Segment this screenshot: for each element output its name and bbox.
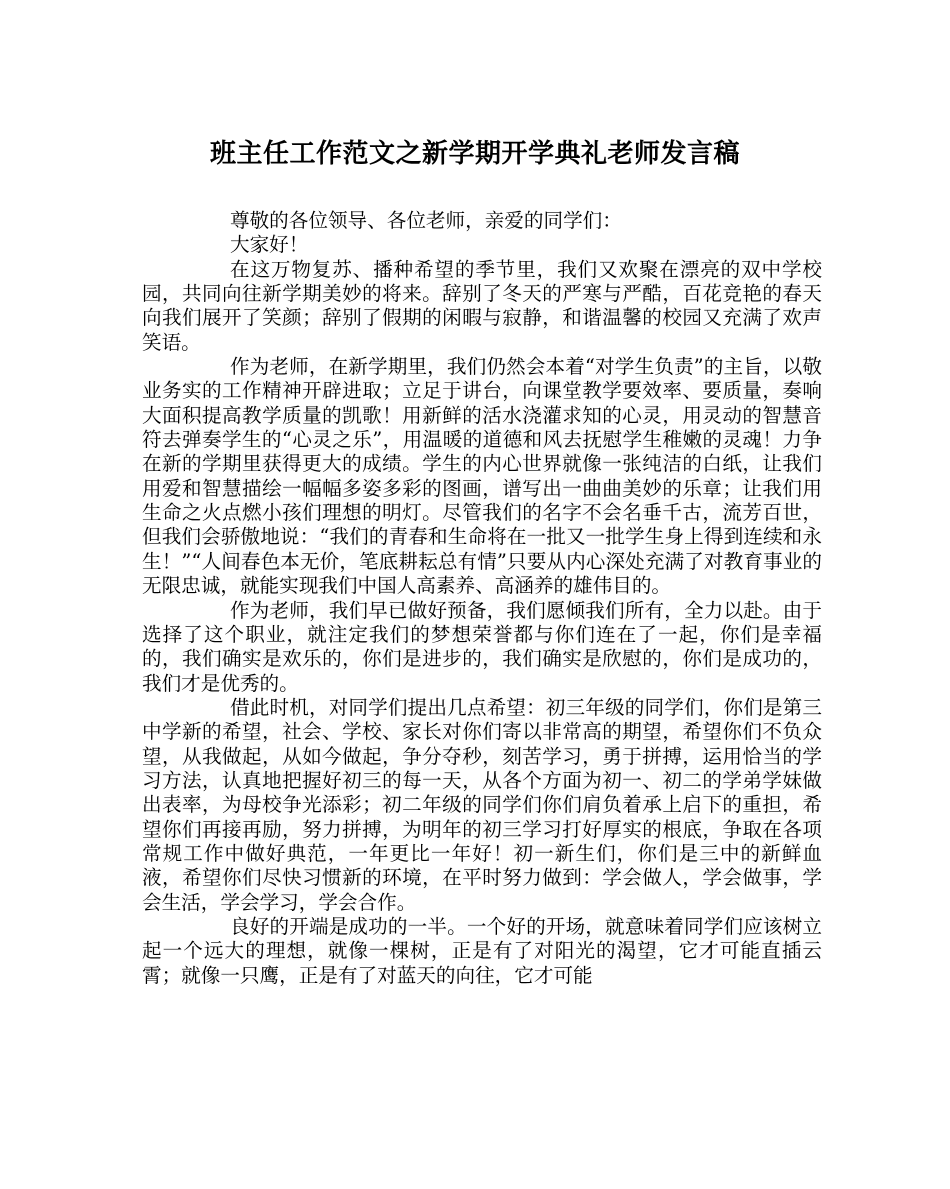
body-paragraph: 作为老师，在新学期里，我们仍然会本着“对学生负责”的主旨，以敬业务实的工作精神开辟进取；立足于讲台，向课堂教学要效率、要质量，奏响大面积提高教学质量的凯歌！用新鲜的活水浇灌求知的心灵，用灵动的智慧音符去弹奏学生的“心灵之乐”，用温暖的道德和风去抚慰学生稚嫩的灵魂！力争在新的学期里获得更大的成绩。学生的内心世界就像一张纯洁的白纸，让我们用爱和智慧描绘一幅幅多姿多彩的图画，谱写出一曲曲美妙的乐章；让我们用生命之火点燃小孩们理想的明灯。尽管我们的名字不会名垂千古，流芳百世，但我们会骄傲地说：“我们的青春和生命将在一批又一批学生身上得到连续和永生！”“人间春色本无价，笔底耕耘总有情”只要从内心深处充满了对教育事业的无限忠诚，就能实现我们中国人高素养、高涵养的雄伟目的。 — [142, 355, 822, 598]
salutation-paragraph: 尊敬的各位领导、各位老师，亲爱的同学们： — [230, 209, 622, 232]
document-body — [142, 209, 822, 988]
document-title: 班主任工作范文之新学期开学典礼老师发言稿 — [209, 139, 740, 169]
greeting-paragraph: 大家好！ — [230, 233, 309, 257]
body-paragraph: 作为老师，我们早已做好预备，我们愿倾我们所有，全力以赴。由于选择了这个职业，就注定我们的梦想荣誉都与你们连在了一起，你们是幸福的，我们确实是欢乐的，你们是进步的，我们确实是欣慰的，你们是成功的，我们才是优秀的。 — [142, 598, 822, 695]
body-paragraph: 在这万物复苏、播种希望的季节里，我们又欢聚在漂亮的双中学校园，共同向往新学期美妙的将来。辞别了冬天的严寒与严酷，百花竞艳的春天向我们展开了笑颜；辞别了假期的闲暇与寂静，和谐温馨的校园又充满了欢声笑语。 — [142, 257, 822, 354]
body-paragraph: 良好的开端是成功的一半。一个好的开场，就意味着同学们应该树立起一个远大的理想，就像一棵树，正是有了对阳光的渴望，它才可能直插云霄；就像一只鹰，正是有了对蓝天的向往，它才可能 — [142, 914, 822, 987]
body-paragraph: 借此时机，对同学们提出几点希望：初三年级的同学们，你们是第三中学新的希望，社会、学校、家长对你们寄以非常高的期望，希望你们不负众望，从我做起，从如今做起，争分夺秒，刻苦学习，勇于拼搏，运用恰当的学习方法，认真地把握好初三的每一天，从各个方面为初一、初二的学弟学妹做出表率，为母校争光添彩；初二年级的同学们你们肩负着承上启下的重担，希望你们再接再励，努力拼搏，为明年的初三学习打好厚实的根底，争取在各项常规工作中做好典范，一年更比一年好！初一新生们，你们是三中的新鲜血液，希望你们尽快习惯新的环境，在平时努力做到：学会做人，学会做事，学会生活，学会学习，学会合作。 — [142, 695, 822, 914]
